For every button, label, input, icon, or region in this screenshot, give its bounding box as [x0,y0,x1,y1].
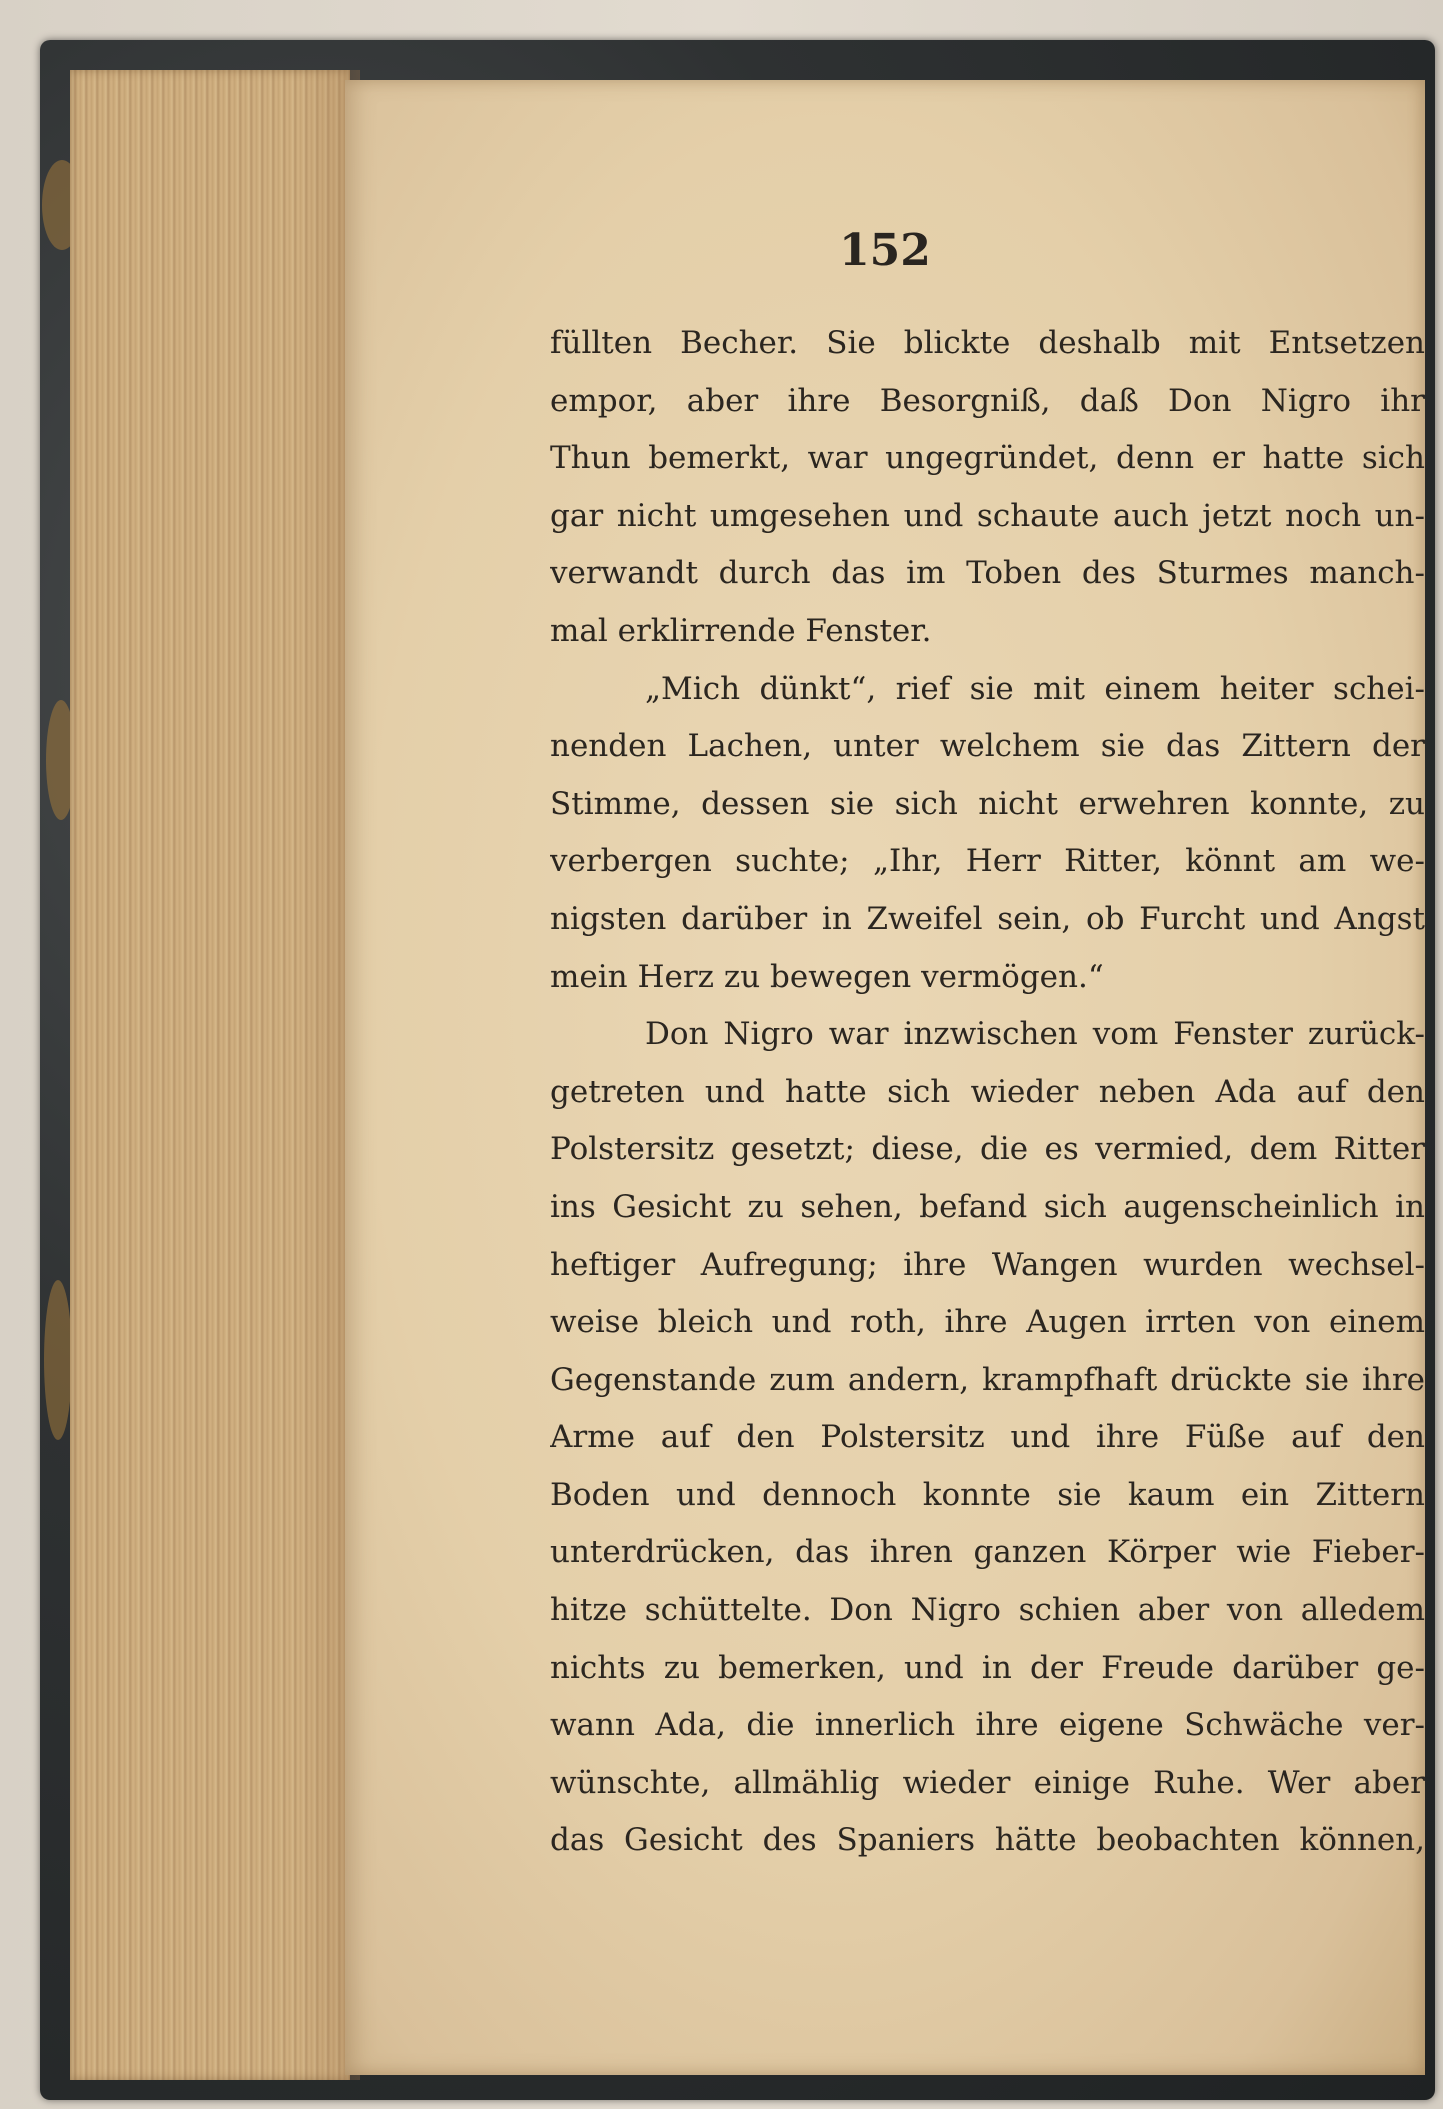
text-line: wann Ada, die innerlich ihre eigene Schwäche ver- [550,1707,1425,1744]
text-line: Boden und dennoch konnte sie kaum ein Zittern [550,1476,1425,1513]
text-line: das Gesicht des Spaniers hätte beobachten können, [550,1822,1425,1859]
text-line: empor, aber ihre Besorgniß, daß Don Nigro ihr [550,382,1425,419]
text-line: wünschte, allmählig wieder einige Ruhe. Wer aber [550,1764,1425,1801]
text-line: Don Nigro war inzwischen vom Fenster zurück- [645,1016,1425,1053]
text-line: Arme auf den Polstersitz und ihre Füße auf den [550,1419,1425,1456]
text-line: Thun bemerkt, war ungegründet, denn er hatte sich [550,440,1425,477]
book-page [345,80,1425,2075]
text-line: Stimme, dessen sie sich nicht erwehren konnte, zu [550,785,1425,822]
text-line: „Mich dünkt“, rief sie mit einem heiter schei- [645,670,1425,707]
text-line: nigsten darüber in Zweifel sein, ob Furcht und Angst [550,900,1425,937]
text-line: mein Herz zu bewegen vermögen.“ [550,958,1104,995]
text-line: Polstersitz gesetzt; diese, die es vermied, dem Ritter [550,1131,1425,1168]
text-line: mal erklirrende Fenster. [550,612,932,649]
text-line: hitze schüttelte. Don Nigro schien aber von alledem [550,1592,1425,1629]
text-line: weise bleich und roth, ihre Augen irrten von einem [550,1304,1425,1341]
page-number: 152 [839,225,931,276]
cover-stain [44,1280,72,1440]
text-line: Gegenstande zum andern, krampfhaft drückte sie ihre [550,1361,1425,1398]
text-line: gar nicht umgesehen und schaute auch jetzt noch un- [550,497,1425,534]
text-line: ins Gesicht zu sehen, befand sich augenscheinlich in [550,1188,1425,1225]
text-line: heftiger Aufregung; ihre Wangen wurden wechsel- [550,1246,1425,1283]
text-line: verbergen suchte; „Ihr, Herr Ritter, könnt am we- [550,843,1425,880]
text-line: nenden Lachen, unter welchem sie das Zittern der [550,728,1425,765]
page-text [550,315,1425,1870]
text-line: verwandt durch das im Toben des Sturmes manch- [550,555,1425,592]
text-line: unterdrücken, das ihren ganzen Körper wie Fieber- [550,1534,1425,1571]
text-line: füllten Becher. Sie blickte deshalb mit Entsetzen [550,325,1425,361]
text-line: getreten und hatte sich wieder neben Ada auf den [550,1073,1425,1110]
text-line: nichts zu bemerken, und in der Freude darüber ge- [550,1649,1425,1686]
